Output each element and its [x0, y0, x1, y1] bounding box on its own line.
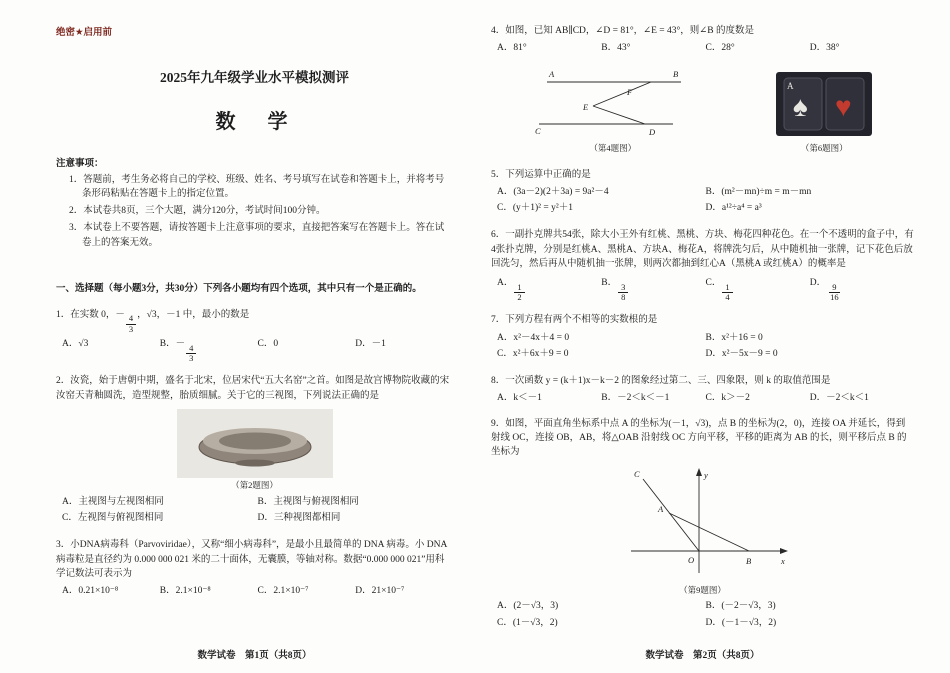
svg-text:C: C: [534, 125, 541, 136]
q5-stem: 5．下列运算中正确的是: [491, 169, 591, 180]
q5-options: [497, 185, 914, 218]
page-2-footer: 数学试卷 第2页（共8页）: [645, 650, 760, 661]
q2-option-a: A．主视图与左视图相同: [62, 496, 164, 507]
q6-optb-fraction: $\frac{3}{8}$: [618, 283, 628, 303]
svg-text:E: E: [582, 101, 588, 112]
q6-figure-caption: （第6题图）: [800, 142, 848, 153]
bowl-illustration: [193, 414, 317, 470]
q1-option-d: D．－1: [355, 338, 386, 349]
q3-option-d: D．21×10⁻⁷: [355, 586, 405, 597]
q2-option-c: C．左视图与俯视图相同: [62, 513, 164, 524]
svg-text:B: B: [672, 68, 678, 79]
svg-text:C: C: [633, 469, 640, 480]
q1-fraction: $\frac{4}{3}$: [126, 314, 136, 334]
q7-option-d: D．x²－5x－9 = 0: [705, 348, 778, 359]
q6-option-d: D． $\frac{9}{16}$: [810, 276, 914, 302]
question-8: [491, 374, 914, 406]
notice-title: 注意事项：: [56, 158, 104, 169]
q4-option-b: B．43°: [601, 43, 631, 54]
q5-option-a: A．(3a－2)(2＋3a) = 9a²－4: [497, 186, 609, 197]
q9-option-d: D．(－1－√3，2): [705, 617, 777, 628]
q6-optd-fraction: $\frac{9}{16}$: [830, 281, 839, 303]
question-3: [56, 538, 453, 598]
q8-options: [497, 391, 914, 405]
q1-stem-a: 1．在实数 0，－: [56, 309, 125, 320]
question-9: [491, 417, 914, 632]
question-6: [491, 228, 914, 302]
q8-option-b: B．－2＜k＜－1: [601, 393, 670, 404]
q9-option-b: B．(－2－√3，3): [705, 601, 776, 612]
q6-option-b: B． $\frac{3}{8}$: [601, 276, 705, 302]
svg-text:♠: ♠: [793, 91, 809, 123]
q6-optc-fraction: $\frac{1}{4}$: [722, 283, 732, 303]
bowl-photo: [177, 409, 333, 478]
q9-figure-caption: （第9题图）: [679, 584, 726, 595]
q9-options: [497, 599, 914, 632]
svg-text:O: O: [687, 555, 694, 566]
question-1: [56, 308, 453, 364]
q4-option-a: A．81°: [497, 43, 527, 54]
playing-cards-photo: [776, 72, 872, 136]
q8-option-c: C．k＞－2: [705, 393, 750, 404]
exam-title: 2025年九年级学业水平模拟测评: [160, 70, 349, 86]
q5-option-b: B．(m²－mn)÷m = m－mn: [705, 186, 812, 197]
q2-options: [62, 495, 453, 528]
svg-text:A: A: [787, 80, 794, 91]
q1-option-c: C．0: [257, 338, 279, 349]
q4-geometry-figure: [533, 62, 693, 136]
q8-stem: 8．一次函数 y = (k＋1)x－k－2 的图象经过第二、三、四象限，则 k 的取值范围是: [491, 376, 831, 387]
q4-q6-figures: [491, 62, 914, 155]
q9-coordinate-figure: [613, 465, 793, 577]
svg-text:D: D: [648, 126, 655, 136]
q1-stem: [56, 308, 453, 334]
svg-text:B: B: [745, 556, 751, 567]
svg-text:A: A: [657, 504, 663, 515]
q9-option-a: A．(2－√3，3): [497, 601, 559, 612]
q6-option-c: C． $\frac{1}{4}$: [706, 276, 810, 302]
q4-stem: 4．如图，已知 AB∥CD，∠D = 81°，∠E = 43°，则∠B 的度数是: [491, 26, 754, 36]
q4-figure-caption: （第4题图）: [589, 142, 637, 153]
page-1-footer: 数学试卷 第1页（共8页）: [197, 650, 312, 661]
security-marking: 绝密★启用前: [56, 28, 113, 38]
q7-option-a: A．x²－4x＋4 = 0: [497, 332, 570, 343]
subject-title: 数 学: [215, 110, 294, 133]
q3-option-a: A．0.21×10⁻⁸: [62, 586, 119, 597]
q7-option-c: C．x²＋6x＋9 = 0: [497, 348, 569, 359]
q3-options: [62, 584, 453, 598]
section-1-header: 一、选择题（每小题3分，共30分）下列各小题均有四个选项，其中只有一个是正确的。: [56, 284, 422, 295]
q6-option-a: A． $\frac{1}{2}$: [497, 276, 601, 302]
q3-option-b: B．2.1×10⁻⁸: [159, 586, 211, 597]
question-4: [491, 24, 914, 157]
question-2: [56, 374, 453, 527]
q4-option-c: C．28°: [705, 43, 735, 54]
notice-item-1: 1．答题前，考生务必将自己的学校、班级、姓名、考号填写在试卷和答题卡上，并将考号条形码粘贴在答题卡上的指定位置。: [69, 174, 445, 200]
q1-optb-fraction: $\frac{4}{3}$: [186, 344, 196, 364]
q1-stem-b: ，√3，－1 中，最小的数是: [137, 309, 250, 320]
q6-options: [497, 276, 914, 302]
q2-option-d: D．三种视图都相同: [257, 513, 341, 524]
svg-text:A: A: [548, 68, 554, 79]
q3-stem: 3．小DNA病毒科（Parvoviridae），又称“细小病毒科”，是最小且最简单的 DNA 病毒。小 DNA 病毒粒是直径约为 0.000 000 021 米的二十面体，无囊膜，等轴对称。数据“0.000 000 021”用科学记数法可表示为: [56, 540, 447, 579]
svg-text:y: y: [703, 470, 708, 481]
svg-text:x: x: [780, 556, 785, 567]
q5-option-c: C．(y＋1)² = y²＋1: [497, 203, 573, 213]
q7-stem: 7．下列方程有两个不相等的实数根的是: [491, 315, 658, 326]
q2-figure-caption: （第2题图）: [231, 480, 278, 491]
q1-option-b: B．－ $\frac{4}{3}$: [160, 337, 258, 363]
question-5: [491, 168, 914, 218]
q1-options: [62, 337, 453, 363]
q9-option-c: C．(1－√3，2): [497, 617, 558, 628]
q2-option-b: B．主视图与俯视图相同: [257, 496, 359, 507]
q7-option-b: B．x²＋16 = 0: [705, 332, 763, 343]
notice-item-2: 2．本试卷共8页，三个大题，满分120分，考试时间100分钟。: [69, 206, 326, 217]
q2-stem: 2．汝瓷，始于唐朝中期，盛名于北宋，位居宋代“五大名窑”之首。如图是故宫博物院收藏的宋汝窑天青釉圆洗，造型规整，胎质细腻。关于它的三视图，下列说法正确的是: [56, 376, 450, 401]
svg-text:♥: ♥: [835, 91, 852, 123]
notice-item-3: 3．本试卷上不要答题，请按答题卡上注意事项的要求，直接把答案写在答题卡上。答在试卷上的答案无效。: [69, 222, 445, 248]
svg-text:F: F: [626, 86, 632, 97]
q8-option-a: A．k＜－1: [497, 393, 542, 404]
q6-opta-fraction: $\frac{1}{2}$: [514, 283, 524, 303]
q5-option-d: D．a¹²÷a⁴ = a³: [705, 203, 762, 213]
q8-option-d: D．－2＜k＜1: [809, 393, 869, 404]
q4-figure: [533, 62, 693, 155]
page-2: [475, 0, 950, 673]
q4-options: [497, 41, 914, 55]
q9-stem: 9．如图，平面直角坐标系中点 A 的坐标为(－1，√3)，点 B 的坐标为(2，0)，连接 OA 并延长，得到射线 OC，连接 OB，AB，将△OAB 沿射线 OC 方向平移，平移的距离为 AB 的长，则平移后点 B 的坐标为: [491, 418, 907, 458]
q6-figure: [776, 72, 872, 155]
q1-option-a: A．√3: [62, 338, 89, 349]
notice-block: [56, 157, 453, 253]
q4-option-d: D．38°: [809, 43, 840, 54]
question-7: [491, 313, 914, 363]
q6-stem: 6．一副扑克牌共54张，除大小王外有红桃、黑桃、方块、梅花四种花色。在一个不透明的盒子中，有4张扑克牌，分别是红桃A、黑桃A、方块A、梅花A，将牌洗匀后，从中随机抽一张牌，记下花色后放回洗匀，然后再从中随机抽一张牌，则两次都抽到红心A（黑桃A 或红桃A）的概率是: [491, 230, 914, 269]
q2-figure: [56, 409, 453, 492]
q9-figure: [491, 465, 914, 596]
q3-option-c: C．2.1×10⁻⁷: [257, 586, 309, 597]
q7-options: [497, 331, 914, 364]
